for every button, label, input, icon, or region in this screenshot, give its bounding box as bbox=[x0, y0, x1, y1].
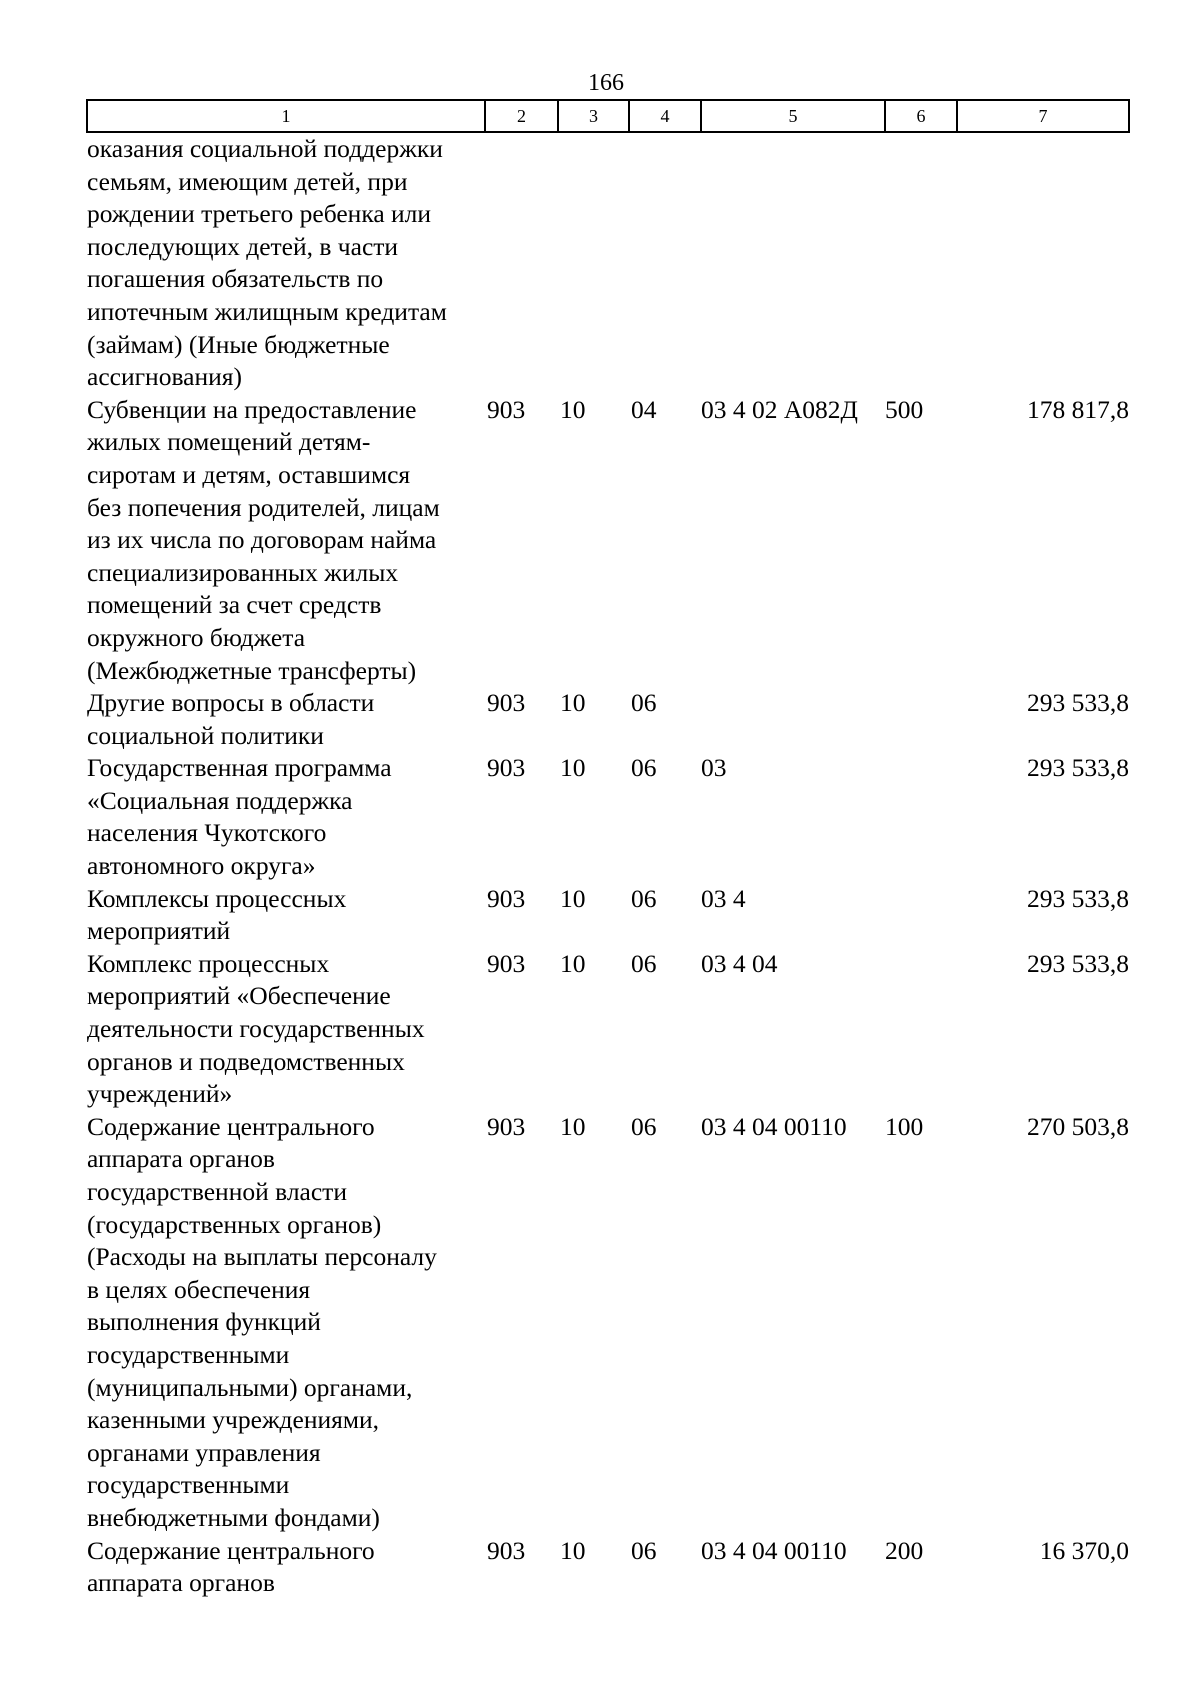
expenditure-name-line: Государственная программа bbox=[87, 753, 392, 783]
expenditure-name-line: ассигнования) bbox=[87, 362, 242, 392]
header-cell-2: 2 bbox=[485, 100, 558, 132]
expenditure-name-line: (Межбюджетные трансферты) bbox=[87, 655, 417, 685]
expenditure-name-line: помещений за счет средств bbox=[87, 590, 382, 620]
expenditure-name-line: деятельности государственных bbox=[87, 1014, 425, 1044]
expenditure-name-line: Комплекс процессных bbox=[87, 948, 330, 978]
header-cell-5: 5 bbox=[701, 100, 885, 132]
ministry-code-cell: 903 bbox=[487, 1535, 526, 1565]
expense-type-cell bbox=[885, 132, 957, 394]
subsection-cell: 06 bbox=[631, 688, 657, 718]
expenditure-name-line: казенными учреждениями, bbox=[87, 1405, 380, 1435]
expenditure-name-line: из их числа по договорам найма bbox=[87, 525, 437, 555]
expenditure-name-line: социальной политики bbox=[87, 720, 324, 750]
expenditure-name-line: окружного бюджета bbox=[87, 622, 306, 652]
expenditure-name-cell bbox=[87, 883, 485, 948]
expenditure-name-line: аппарата органов bbox=[87, 1144, 275, 1174]
expenditure-name-line: в целях обеспечения bbox=[87, 1274, 311, 1304]
subsection-cell: 06 bbox=[631, 948, 657, 978]
subsection-cell: 04 bbox=[631, 394, 657, 424]
table-row bbox=[87, 1535, 1129, 1600]
table-row bbox=[87, 883, 1129, 948]
expenditure-name-line: ипотечным жилищным кредитам bbox=[87, 296, 447, 326]
target-article-cell: 03 4 bbox=[701, 883, 746, 913]
expense-type-cell: 200 bbox=[885, 1535, 924, 1565]
page-number: 166 bbox=[588, 70, 624, 96]
table-row bbox=[87, 132, 1129, 394]
target-article-cell: 03 4 04 bbox=[701, 948, 778, 978]
subsection-cell: 06 bbox=[631, 883, 657, 913]
target-article-cell: 03 bbox=[701, 753, 727, 783]
ministry-code-cell: 903 bbox=[487, 753, 526, 783]
expenditure-name-line: жилых помещений детям- bbox=[87, 427, 371, 457]
section-cell: 10 bbox=[560, 753, 586, 783]
table-row bbox=[87, 394, 1129, 687]
header-row bbox=[87, 100, 1129, 132]
expenditure-name-line: аппарата органов bbox=[87, 1568, 275, 1598]
expenditure-name-cell bbox=[87, 687, 485, 752]
expenditure-name-line: без попечения родителей, лицам bbox=[87, 492, 440, 522]
subsection-cell: 06 bbox=[631, 1111, 657, 1141]
expenditure-name-cell bbox=[87, 132, 485, 394]
header-cell-1: 1 bbox=[87, 100, 485, 132]
amount-cell: 293 533,8 bbox=[1027, 948, 1129, 978]
header-cell-7: 7 bbox=[957, 100, 1129, 132]
expenditure-name-line: Другие вопросы в области bbox=[87, 688, 375, 718]
amount-cell: 270 503,8 bbox=[1027, 1111, 1129, 1141]
expenditure-name-line: оказания социальной поддержки bbox=[87, 134, 443, 163]
target-article-cell: 03 4 04 00110 bbox=[701, 1535, 847, 1565]
expenditure-name-line: государственными bbox=[87, 1470, 290, 1500]
amount-cell: 293 533,8 bbox=[1027, 688, 1129, 718]
expenditure-name-line: автономного округа» bbox=[87, 851, 316, 881]
target-article-cell: 03 4 02 А082Д bbox=[701, 394, 858, 424]
expenditure-name-line: (муниципальными) органами, bbox=[87, 1372, 413, 1402]
ministry-code-cell: 903 bbox=[487, 394, 526, 424]
expenditure-name-line: внебюджетными фондами) bbox=[87, 1502, 380, 1532]
expenditure-name-line: органов и подведомственных bbox=[87, 1046, 405, 1076]
expenditure-name-line: «Социальная поддержка bbox=[87, 785, 353, 815]
expenditure-name-line: выполнения функций bbox=[87, 1307, 321, 1337]
table-row bbox=[87, 752, 1129, 882]
expenditure-name-line: специализированных жилых bbox=[87, 557, 399, 587]
expenditure-name-cell bbox=[87, 394, 485, 687]
expenditure-name-line: Субвенции на предоставление bbox=[87, 394, 417, 424]
ministry-code-cell: 903 bbox=[487, 948, 526, 978]
expenditure-name-line: учреждений» bbox=[87, 1079, 233, 1109]
amount-cell: 293 533,8 bbox=[1027, 883, 1129, 913]
amount-cell: 293 533,8 bbox=[1027, 753, 1129, 783]
expenditure-name-line: мероприятий «Обеспечение bbox=[87, 981, 391, 1011]
expenditure-name-line: населения Чукотского bbox=[87, 818, 327, 848]
section-cell: 10 bbox=[560, 883, 586, 913]
header-cell-6: 6 bbox=[885, 100, 957, 132]
expenditure-name-line: (займам) (Иные бюджетные bbox=[87, 329, 390, 359]
expenditure-name-line: Содержание центрального bbox=[87, 1535, 375, 1565]
section-cell: 10 bbox=[560, 948, 586, 978]
header-cell-4: 4 bbox=[629, 100, 701, 132]
expense-type-cell bbox=[885, 948, 957, 1111]
header-cell-3: 3 bbox=[558, 100, 629, 132]
subsection-cell bbox=[629, 132, 701, 394]
amount-cell bbox=[957, 132, 1129, 394]
expense-type-cell bbox=[885, 687, 957, 752]
expenditure-name-cell bbox=[87, 948, 485, 1111]
expenditure-name-line: Комплексы процессных bbox=[87, 883, 347, 913]
expense-type-cell: 100 bbox=[885, 1111, 924, 1141]
section-cell: 10 bbox=[560, 688, 586, 718]
expenditure-name-cell bbox=[87, 752, 485, 882]
section-cell: 10 bbox=[560, 1111, 586, 1141]
section-cell: 10 bbox=[560, 1535, 586, 1565]
ministry-code-cell bbox=[485, 132, 558, 394]
expenditure-name-line: государственными bbox=[87, 1339, 290, 1369]
target-article-cell bbox=[701, 132, 885, 394]
expense-type-cell bbox=[885, 883, 957, 948]
expense-type-cell: 500 bbox=[885, 394, 924, 424]
table-row bbox=[87, 687, 1129, 752]
table-body bbox=[87, 132, 1129, 1600]
expenditure-name-line: рождении третьего ребенка или bbox=[87, 199, 432, 229]
budget-table bbox=[86, 99, 1130, 1600]
expenditure-name-line: (Расходы на выплаты персоналу bbox=[87, 1242, 437, 1272]
expenditure-name-line: погашения обязательств по bbox=[87, 264, 384, 294]
section-cell bbox=[558, 132, 629, 394]
ministry-code-cell: 903 bbox=[487, 688, 526, 718]
expenditure-name-line: (государственных органов) bbox=[87, 1209, 382, 1239]
section-cell: 10 bbox=[560, 394, 586, 424]
target-article-cell: 03 4 04 00110 bbox=[701, 1111, 847, 1141]
expenditure-name-cell bbox=[87, 1111, 485, 1535]
expenditure-name-line: Содержание центрального bbox=[87, 1111, 375, 1141]
subsection-cell: 06 bbox=[631, 753, 657, 783]
amount-cell: 178 817,8 bbox=[1027, 394, 1129, 424]
table-row bbox=[87, 948, 1129, 1111]
expenditure-name-line: органами управления bbox=[87, 1437, 321, 1467]
expense-type-cell bbox=[885, 752, 957, 882]
table-row bbox=[87, 1111, 1129, 1535]
table-header bbox=[87, 100, 1129, 132]
expenditure-name-line: последующих детей, в части bbox=[87, 231, 399, 261]
ministry-code-cell: 903 bbox=[487, 1111, 526, 1141]
amount-cell: 16 370,0 bbox=[1039, 1535, 1129, 1565]
expenditure-name-line: семьям, имеющим детей, при bbox=[87, 166, 408, 196]
target-article-cell bbox=[701, 687, 885, 752]
ministry-code-cell: 903 bbox=[487, 883, 526, 913]
expenditure-name-cell bbox=[87, 1535, 485, 1600]
expenditure-name-line: государственной власти bbox=[87, 1177, 347, 1206]
subsection-cell: 06 bbox=[631, 1535, 657, 1565]
expenditure-name-line: сиротам и детям, оставшимся bbox=[87, 459, 411, 489]
expenditure-name-line: мероприятий bbox=[87, 916, 231, 946]
